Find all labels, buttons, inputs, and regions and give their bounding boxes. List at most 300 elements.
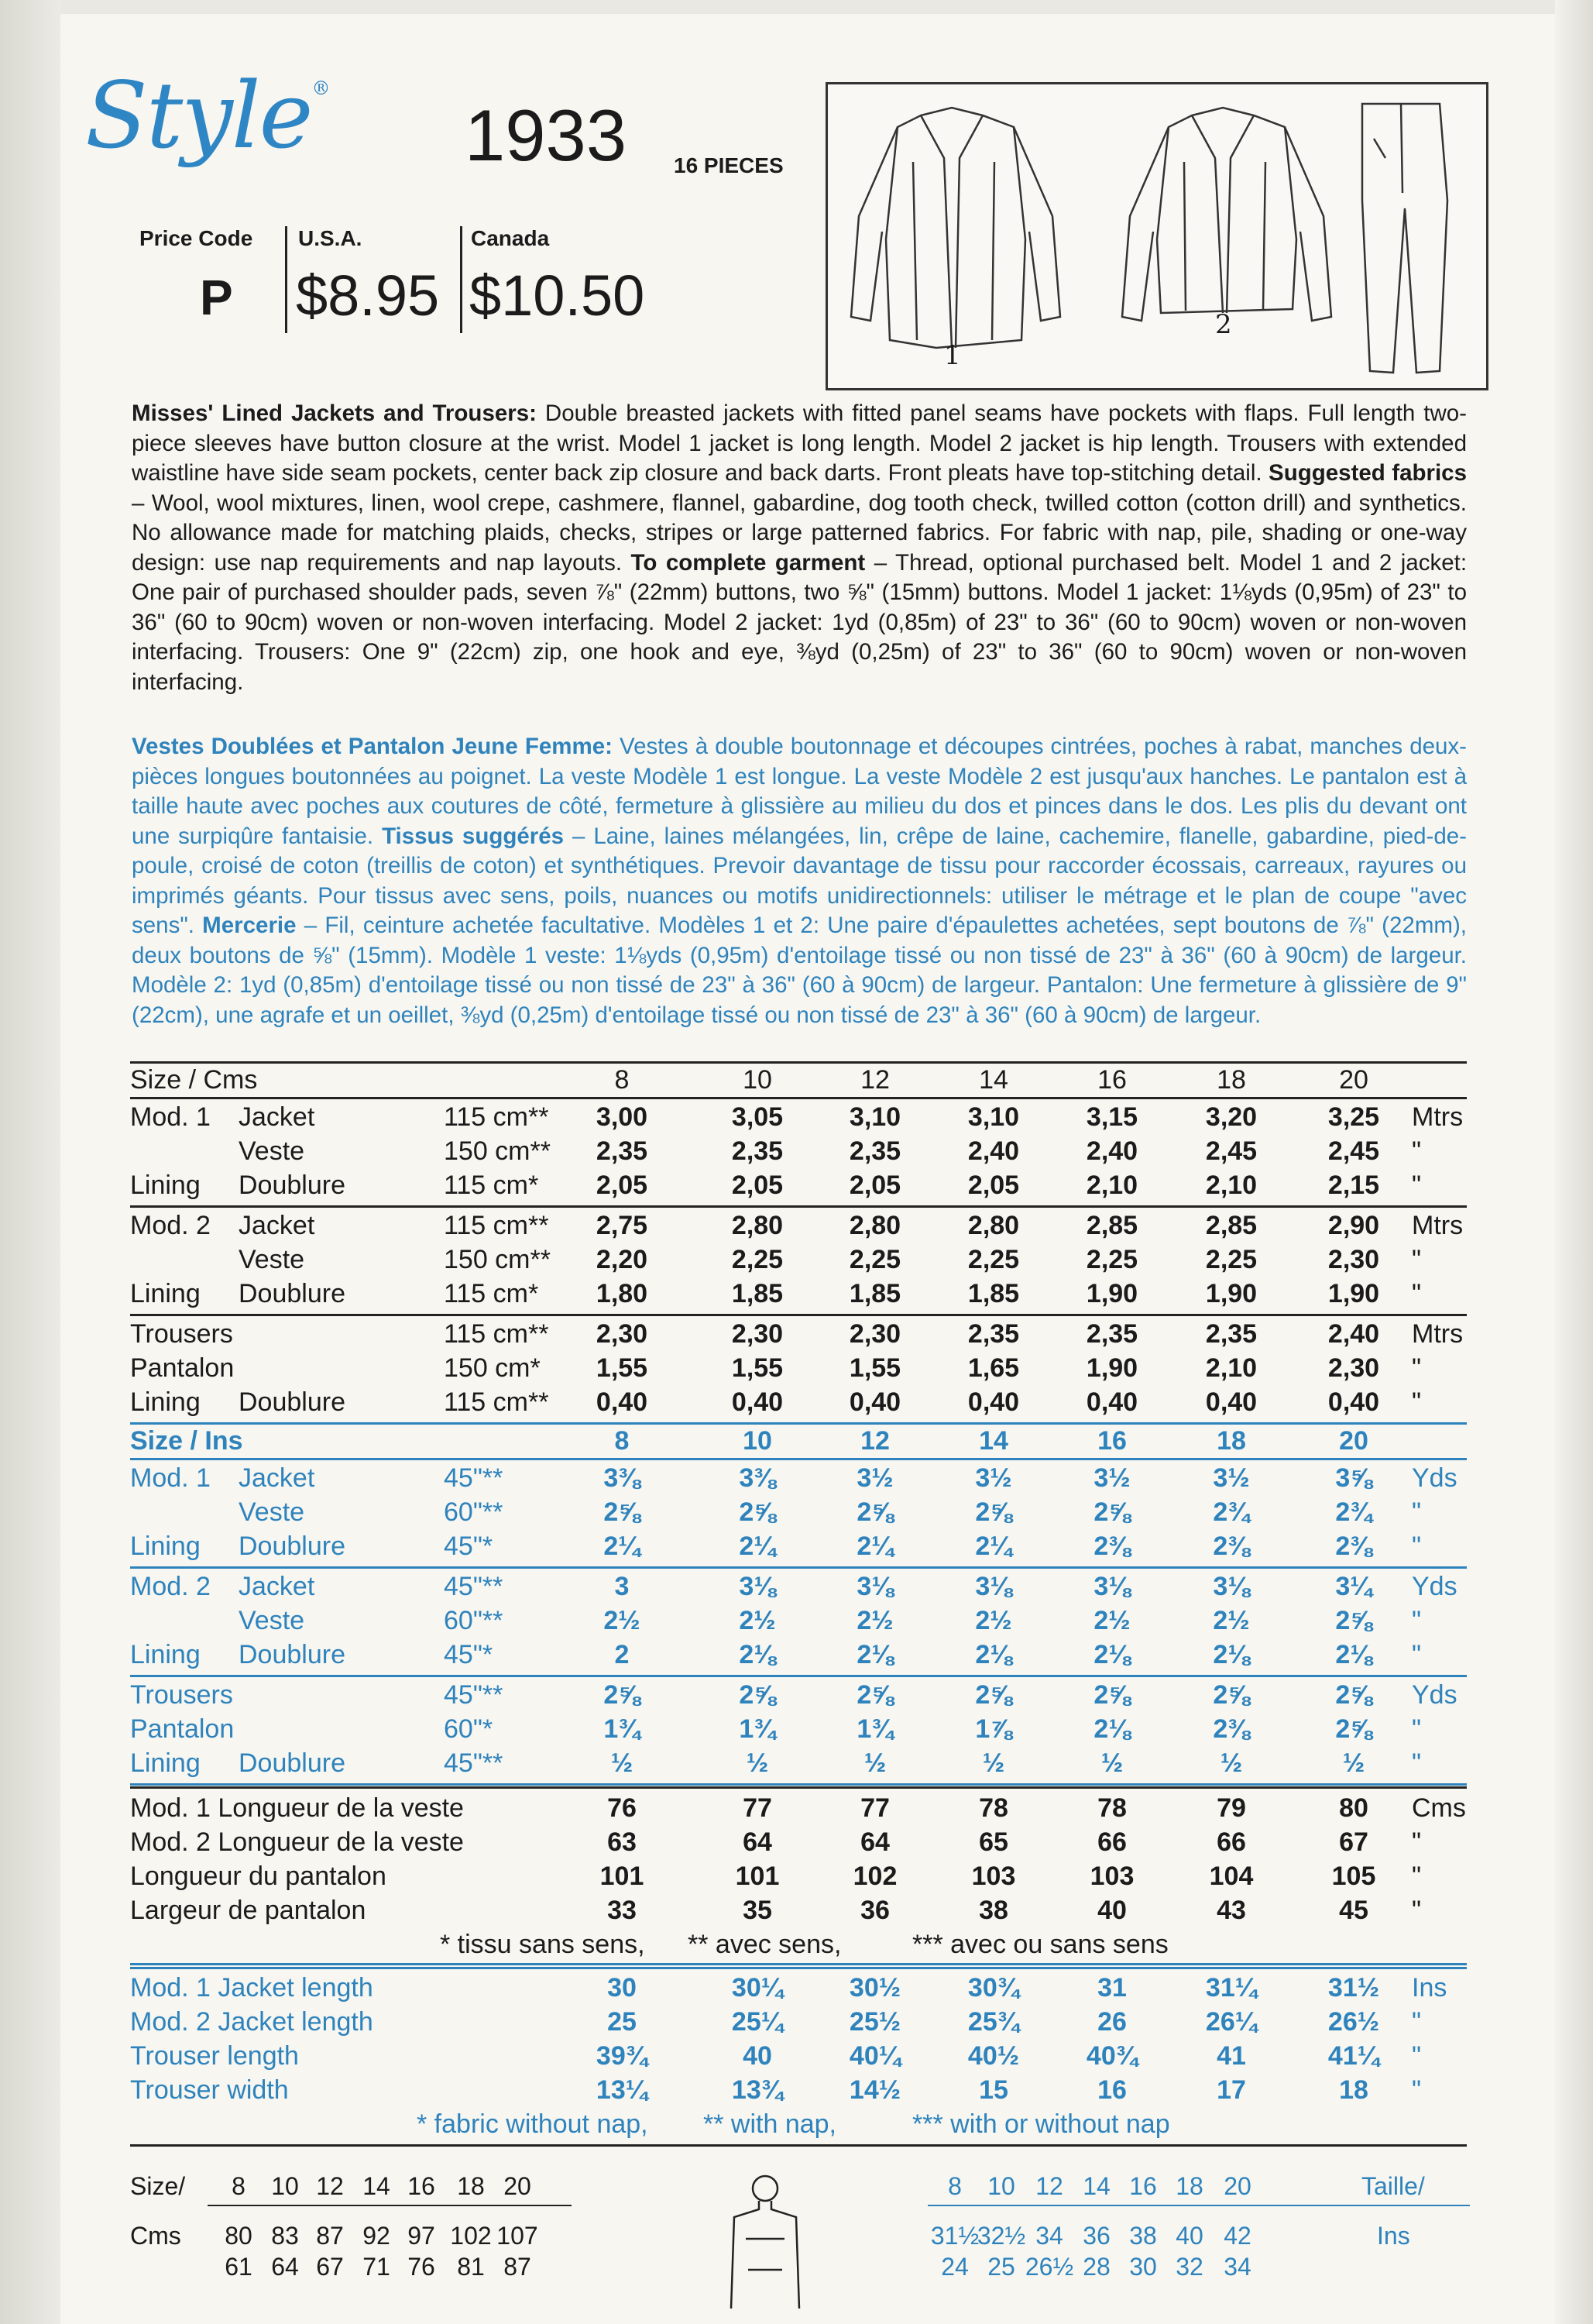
yardage-value: 2,25: [849, 1245, 901, 1274]
fabric-width: 45"**: [444, 1463, 503, 1493]
yardage-value: ½: [746, 1748, 769, 1778]
row-label: Veste: [239, 1497, 305, 1527]
unit: Yds: [1412, 1463, 1457, 1493]
unit: ": [1412, 1353, 1422, 1383]
yardage-value: ½: [610, 1748, 633, 1778]
row-label: Mod. 2: [130, 1211, 211, 1240]
measure-value: 25½: [849, 2007, 901, 2037]
pattern-number: 1933: [465, 95, 627, 176]
size-header: 18: [1217, 1065, 1246, 1095]
yardage-value: 2⅛: [1213, 1640, 1250, 1669]
english-title: Misses' Lined Jackets and Trousers:: [132, 401, 537, 426]
measure-value: 30½: [849, 1973, 901, 2003]
waist-in: 30: [1129, 2253, 1157, 2281]
piece-count: 16 PIECES: [674, 153, 784, 177]
row-label: Mod. 1: [130, 1463, 211, 1493]
yardage-value: 2⅛: [739, 1640, 776, 1669]
unit: ": [1412, 1497, 1422, 1527]
bust-in: 32½: [977, 2222, 1026, 2250]
yardage-value: 0,40: [1205, 1387, 1258, 1417]
bust-cm: 92: [362, 2222, 390, 2250]
yardage-value: 3⅝: [1335, 1463, 1372, 1493]
in-size: 16: [1129, 2172, 1157, 2200]
french-title: Vestes Doublées et Pantalon Jeune Femme:: [132, 734, 613, 759]
yardage-value: 2½: [975, 1606, 1012, 1635]
measure-value: 101: [599, 1862, 644, 1891]
yardage-value: 2,25: [731, 1245, 784, 1274]
yardage-value: 2½: [857, 1606, 894, 1635]
price-divider: [285, 226, 287, 333]
footnote: * tissu sans sens,: [440, 1930, 645, 1959]
price-divider: [460, 226, 462, 333]
yardage-value: 1,90: [1205, 1279, 1258, 1308]
measure-value: 41¼: [1327, 2041, 1380, 2071]
size-header: 18: [1217, 1426, 1246, 1456]
footnote: *** avec ou sans sens: [912, 1930, 1169, 1959]
yardage-value: 1,85: [849, 1279, 901, 1308]
yardage-value: 3½: [857, 1463, 894, 1493]
yardage-value: 2⅝: [1335, 1606, 1372, 1635]
canada-price: $10.50: [469, 263, 645, 328]
row-label: Veste: [239, 1606, 305, 1635]
measure-value: 104: [1209, 1862, 1254, 1891]
english-description: Misses' Lined Jackets and Trousers: Double breasted jackets with fitted panel seams have pockets with flaps. Full length two-piece sleeves have button closure at the wrist. Model 1 jacket is long length. Model 2 jacket is hip length. Trousers with extended waistline have side seam pockets, center back zip closure and back darts. Front pleats have top-stitching detail. Suggested fabrics – Wool, wool mixtures, linen, wool crepe, cashmere, flannel, gabardine, dog tooth check, twilled cotton (cotton drill) and synthetics. No allowance made for matching plaids, checks, stripes or large patterned fabrics. For fabric with nap, pile, shading or one-way design: use nap requirements and nap layouts. To complete garment – Thread, optional purchased belt. Model 1 and 2 jacket: One pair of purchased shoulder pads, seven ⅞" (22mm) buttons, two ⅝" (15mm) buttons. Model 1 jacket: 1⅛yds (0,95m) of 23" to 36" (60 to 90cm) woven or non-woven interfacing. Model 2 jacket: 1yd (0,85m) of 23" to 36" (60 to 90cm) woven or non-woven interfacing. Trousers: One 9" (22cm) zip, one hook and eye, ⅜yd (0,25m) of 23" to 36" (60 to 90cm) woven or non-woven interfacing.: [132, 401, 1468, 695]
waist-in: 24: [941, 2253, 969, 2281]
measure-value: 67: [1339, 1827, 1368, 1857]
measure-value: 65: [979, 1827, 1008, 1857]
measure-value: 77: [743, 1793, 772, 1823]
yardage-value: 1,90: [1327, 1279, 1380, 1308]
yardage-value: 1,55: [596, 1353, 648, 1383]
size-header: 20: [1339, 1426, 1368, 1456]
french-description: Vestes Doublées et Pantalon Jeune Femme: Vestes à double boutonnage et découpes cintrées, poches à rabat, manches deux-pièces longues boutonnées au poignet. La veste Modèle 1 est longue. La veste Modèle 2 est jusqu'aux hanches. Le pantalon est à taille haute avec poches aux coutures de côté, fermeture à glissière au milieu du dos et pinces dans le dos. Les plis du devant ont une surpiqûre fantaisie. Tissus suggérés – Laine, laines mélangées, lin, crêpe de laine, cachemire, flanelle, gabardine, pied-de-poule, croisé de coton (treillis de coton) et synthétiques. Prevoir davantage de tissu pour raccorder écossais, carreaux, rayures ou imprimés géants. Pour tissus avec sens, poils, nuances ou motifs unidirectionnels: utiliser le métrage et le plan de coupe "avec sens". Mercerie – Fil, ceinture achetée facultative. Modèles 1 et 2: Une paire d'épaulettes achetées, sept boutons de ⅞" (22mm), deux boutons de ⅝" (15mm). Modèle 1 veste: 1⅛yds (0,95m) d'entoilage tissé ou non tissé de 23" à 36" (60 à 90cm) de largeur. Modèle 2: 1yd (0,85m) d'entoilage tissé ou non tissé de 23" à 36" (60 à 90cm) de largeur. Pantalon: Une fermeture à glissière de 9" (22cm), une agrafe et un oeillet, ⅜yd (0,25m) d'entoilage tissé ou non tissé de 23" à 36" (60 à 90cm) de largeur.: [132, 734, 1467, 1028]
measure-value: 80: [1339, 1793, 1368, 1823]
measure-value: 103: [1090, 1862, 1135, 1891]
yardage-value: 3: [614, 1572, 630, 1601]
yardage-value: 2,25: [967, 1245, 1020, 1274]
fabric-width: 115 cm*: [444, 1279, 539, 1308]
measure-value: 40¾: [1086, 2041, 1138, 2071]
size-header: 14: [979, 1065, 1008, 1095]
canada-label: Canada: [471, 226, 550, 250]
in-size: 8: [948, 2172, 962, 2200]
yardage-value: ½: [1220, 1748, 1243, 1778]
yardage-value: 2⅝: [1093, 1497, 1131, 1527]
table-rule: [130, 1097, 1467, 1099]
size-header: 16: [1097, 1426, 1127, 1456]
measure-label: Largeur de pantalon: [130, 1896, 366, 1925]
fabric-width: 150 cm*: [444, 1353, 541, 1383]
yardage-value: 2,35: [596, 1136, 648, 1166]
row-label: Lining: [130, 1640, 201, 1669]
measure-value: 30: [607, 1973, 637, 2003]
row-label: Mod. 1: [130, 1102, 211, 1132]
ins-label: Ins: [1377, 2222, 1410, 2250]
measure-value: 38: [979, 1896, 1008, 1925]
envelope-edge-right: [1555, 0, 1593, 2324]
yardage-value: 2,30: [1327, 1245, 1380, 1274]
yardage-value: 2⅝: [975, 1497, 1012, 1527]
measure-value: 64: [743, 1827, 772, 1857]
row-label: Pantalon: [130, 1353, 235, 1383]
fabric-width: 150 cm**: [444, 1136, 551, 1166]
in-size: 14: [1083, 2172, 1111, 2200]
table-rule: [130, 1314, 1467, 1316]
unit: ": [1412, 1136, 1422, 1166]
size-header: 8: [614, 1065, 630, 1095]
row-label: Lining: [130, 1748, 201, 1778]
measure-value: 40: [743, 2041, 772, 2071]
yardage-value: 2: [614, 1640, 630, 1669]
measure-value: 78: [1097, 1793, 1127, 1823]
yardage-value: 0,40: [849, 1387, 901, 1417]
waist-cm: 61: [225, 2253, 252, 2281]
measure-value: 39¾: [596, 2041, 648, 2071]
unit: ": [1412, 1171, 1422, 1200]
yardage-value: 1,55: [849, 1353, 901, 1383]
waist-in: 25: [987, 2253, 1015, 2281]
yardage-value: 2¾: [1213, 1497, 1250, 1527]
yardage-value: 3½: [1213, 1463, 1250, 1493]
table-rule: [130, 1783, 1467, 1786]
yardage-value: 2,05: [967, 1171, 1020, 1200]
in-size: 10: [987, 2172, 1015, 2200]
measure-value: 40: [1097, 1896, 1127, 1925]
waist-in: 28: [1083, 2253, 1111, 2281]
ins-header: Size / Ins: [130, 1426, 243, 1456]
fabric-width: 60"*: [444, 1714, 493, 1744]
bust-cm: 80: [225, 2222, 252, 2250]
fabric-width: 150 cm**: [444, 1245, 551, 1274]
garment-illustration: [826, 82, 1488, 390]
fabric-width: 115 cm**: [444, 1319, 549, 1349]
yardage-value: 2,05: [731, 1171, 784, 1200]
yardage-value: 2⅝: [857, 1680, 894, 1710]
measure-value: 78: [979, 1793, 1008, 1823]
measure-label: Mod. 1 Jacket length: [130, 1973, 373, 2003]
measure-value: 31¼: [1205, 1973, 1258, 2003]
measure-value: 13¼: [596, 2075, 648, 2105]
yardage-value: 0,40: [1327, 1387, 1380, 1417]
yardage-value: 2,10: [1205, 1353, 1258, 1383]
yardage-value: 2⅝: [603, 1680, 640, 1710]
fabric-width: 45"**: [444, 1572, 503, 1601]
cm-size: 16: [407, 2172, 435, 2200]
yardage-value: 2,40: [1327, 1319, 1380, 1349]
in-size: 20: [1224, 2172, 1251, 2200]
measure-label: Mod. 2 Jacket length: [130, 2007, 373, 2037]
chart-rule: [208, 2205, 572, 2206]
yardage-value: 3⅛: [1093, 1572, 1131, 1601]
yardage-value: 2,75: [596, 1211, 648, 1240]
yardage-value: 2⅛: [975, 1640, 1012, 1669]
unit: ": [1412, 1532, 1422, 1561]
yardage-value: 3,10: [967, 1102, 1020, 1132]
waist-cm: 81: [457, 2253, 485, 2281]
measure-value: 40¼: [849, 2041, 901, 2071]
row-label: Doublure: [239, 1640, 345, 1669]
table-rule: [130, 1458, 1467, 1460]
yardage-value: 2⅜: [1335, 1532, 1372, 1561]
footnote: ** avec sens,: [688, 1930, 842, 1959]
unit: ": [1412, 1896, 1422, 1925]
body-measurement-chart: [130, 2169, 1467, 2316]
yardage-value: 1,85: [967, 1279, 1020, 1308]
yardage-value: 1¾: [857, 1714, 894, 1744]
measure-value: 25: [607, 2007, 637, 2037]
bust-cm: 83: [271, 2222, 299, 2250]
unit: ": [1412, 1640, 1422, 1669]
measure-label: Trouser width: [130, 2075, 289, 2105]
yardage-value: 2⅜: [1213, 1714, 1250, 1744]
fabric-width: 45"*: [444, 1532, 493, 1561]
yardage-table: [130, 1061, 1467, 2161]
measure-value: 31: [1097, 1973, 1127, 2003]
waist-cm: 71: [362, 2253, 390, 2281]
tissus-label: Tissus suggérés: [382, 823, 565, 849]
yardage-value: 3,20: [1205, 1102, 1258, 1132]
fabric-width: 115 cm*: [444, 1171, 539, 1200]
unit: Mtrs: [1412, 1211, 1464, 1240]
yardage-value: 3⅛: [975, 1572, 1012, 1601]
row-label: Lining: [130, 1387, 201, 1417]
yardage-value: ½: [863, 1748, 887, 1778]
row-label: Jacket: [239, 1102, 315, 1132]
unit: Yds: [1412, 1572, 1457, 1601]
bust-in: 34: [1035, 2222, 1063, 2250]
yardage-value: 0,40: [967, 1387, 1020, 1417]
measure-label: Mod. 2 Longueur de la veste: [130, 1827, 464, 1857]
yardage-value: 2¼: [739, 1532, 776, 1561]
table-rule: [130, 2144, 1467, 2147]
yardage-value: 2,45: [1327, 1136, 1380, 1166]
yardage-value: 0,40: [1086, 1387, 1138, 1417]
size-header: 14: [979, 1426, 1008, 1456]
unit: ": [1412, 1862, 1422, 1891]
yardage-value: 1,65: [967, 1353, 1020, 1383]
row-label: Jacket: [239, 1463, 315, 1493]
footnote: *** with or without nap: [912, 2109, 1170, 2139]
size-header: 16: [1097, 1065, 1127, 1095]
yardage-value: 2,15: [1327, 1171, 1380, 1200]
measure-value: 45: [1339, 1896, 1368, 1925]
measure-value: 63: [607, 1827, 637, 1857]
yardage-value: 3⅛: [1213, 1572, 1250, 1601]
cm-size: 20: [503, 2172, 531, 2200]
measure-value: 25¼: [731, 2007, 784, 2037]
yardage-value: 2,30: [731, 1319, 784, 1349]
fabric-width: 45"*: [444, 1640, 493, 1669]
fabric-width: 45"**: [444, 1748, 503, 1778]
yardage-value: 2,35: [967, 1319, 1020, 1349]
price-code: P: [200, 270, 233, 325]
yardage-value: 2,05: [596, 1171, 648, 1200]
row-label: Trousers: [130, 1680, 233, 1710]
yardage-value: 3⅜: [603, 1463, 640, 1493]
yardage-value: 2¾: [1335, 1497, 1372, 1527]
yardage-value: 1,90: [1086, 1353, 1138, 1383]
yardage-value: 2½: [1213, 1606, 1250, 1635]
size-header: 10: [743, 1065, 772, 1095]
yardage-value: 1,80: [596, 1279, 648, 1308]
yardage-value: 1,85: [731, 1279, 784, 1308]
bust-in: 38: [1129, 2222, 1157, 2250]
measure-value: 64: [860, 1827, 890, 1857]
yardage-value: 2⅝: [1335, 1714, 1372, 1744]
yardage-value: 2,40: [967, 1136, 1020, 1166]
unit: ": [1412, 1748, 1422, 1778]
unit: ": [1412, 2075, 1422, 2105]
waist-cm: 64: [271, 2253, 299, 2281]
yardage-value: 2⅛: [1335, 1640, 1372, 1669]
yardage-value: 2¼: [603, 1532, 640, 1561]
measure-label: Trouser length: [130, 2041, 299, 2071]
cms-header: Size / Cms: [130, 1065, 258, 1095]
usa-price: $8.95: [296, 263, 440, 328]
waist-in: 32: [1176, 2253, 1203, 2281]
unit: ": [1412, 2007, 1422, 2037]
fabric-width: 115 cm**: [444, 1102, 549, 1132]
yardage-value: 3⅛: [739, 1572, 776, 1601]
row-label: Lining: [130, 1171, 201, 1200]
bust-in: 42: [1224, 2222, 1251, 2250]
line-drawing: [828, 84, 1486, 388]
yardage-value: 0,40: [731, 1387, 784, 1417]
size-header: 8: [614, 1426, 630, 1456]
measure-value: 101: [735, 1862, 780, 1891]
waist-cm: 67: [316, 2253, 344, 2281]
unit: ": [1412, 2041, 1422, 2071]
row-label: Mod. 2: [130, 1572, 211, 1601]
size-header: 12: [860, 1065, 890, 1095]
chart-rule: [928, 2205, 1470, 2206]
size-label: Size/: [130, 2172, 186, 2200]
yardage-value: 2⅛: [1093, 1640, 1131, 1669]
yardage-value: 3⅜: [739, 1463, 776, 1493]
measure-value: 66: [1097, 1827, 1127, 1857]
yardage-value: 3⅛: [857, 1572, 894, 1601]
yardage-value: 2,85: [1205, 1211, 1258, 1240]
yardage-value: 2½: [1093, 1606, 1131, 1635]
row-label: Doublure: [239, 1279, 345, 1308]
waist-in: 26½: [1025, 2253, 1074, 2281]
unit: ": [1412, 1606, 1422, 1635]
measure-value: 35: [743, 1896, 772, 1925]
row-label: Jacket: [239, 1211, 315, 1240]
cm-size: 14: [362, 2172, 390, 2200]
measure-value: 16: [1097, 2075, 1127, 2105]
yardage-value: 2,80: [849, 1211, 901, 1240]
table-rule: [130, 1566, 1467, 1569]
fabric-width: 115 cm**: [444, 1211, 549, 1240]
measure-value: 14½: [849, 2075, 901, 2105]
cm-size: 18: [457, 2172, 485, 2200]
yardage-value: 2,25: [1086, 1245, 1138, 1274]
yardage-value: 3,25: [1327, 1102, 1380, 1132]
bust-in: 36: [1083, 2222, 1111, 2250]
measure-value: 102: [853, 1862, 898, 1891]
yardage-value: 2¼: [975, 1532, 1012, 1561]
bust-in: 31½: [930, 2222, 980, 2250]
cm-size: 12: [316, 2172, 344, 2200]
bust-cm: 97: [407, 2222, 435, 2250]
yardage-value: 3,05: [731, 1102, 784, 1132]
unit: ": [1412, 1387, 1422, 1417]
unit: ": [1412, 1827, 1422, 1857]
price-code-label: Price Code: [139, 226, 253, 250]
yardage-value: 2⅝: [975, 1680, 1012, 1710]
waist-cm: 87: [503, 2253, 531, 2281]
yardage-value: 2,30: [849, 1319, 901, 1349]
measure-value: 76: [607, 1793, 637, 1823]
yardage-value: 2,35: [1205, 1319, 1258, 1349]
size-header: 20: [1339, 1065, 1368, 1095]
bust-cm: 102: [450, 2222, 492, 2250]
yardage-value: 2⅛: [857, 1640, 894, 1669]
measure-value: 30¼: [731, 1973, 784, 2003]
yardage-value: 2,90: [1327, 1211, 1380, 1240]
measure-value: 105: [1331, 1862, 1376, 1891]
yardage-value: 3¼: [1335, 1572, 1372, 1601]
row-label: Trousers: [130, 1319, 233, 1349]
bust-cm: 87: [316, 2222, 344, 2250]
yardage-value: 2,10: [1086, 1171, 1138, 1200]
row-label: Doublure: [239, 1171, 345, 1200]
yardage-value: ½: [1342, 1748, 1365, 1778]
yardage-value: 1,55: [731, 1353, 784, 1383]
yardage-value: ½: [982, 1748, 1005, 1778]
yardage-value: 2⅝: [739, 1680, 776, 1710]
yardage-value: 2,30: [596, 1319, 648, 1349]
unit: ": [1412, 1245, 1422, 1274]
measure-label: Longueur du pantalon: [130, 1862, 386, 1891]
yardage-value: 0,40: [596, 1387, 648, 1417]
yardage-value: 2,30: [1327, 1353, 1380, 1383]
waist-in: 34: [1224, 2253, 1251, 2281]
in-size: 12: [1035, 2172, 1063, 2200]
yardage-value: 2⅝: [857, 1497, 894, 1527]
measure-value: 26: [1097, 2007, 1127, 2037]
measure-value: 15: [979, 2075, 1008, 2105]
cms-label: Cms: [130, 2222, 181, 2250]
row-label: Veste: [239, 1245, 305, 1274]
row-label: Doublure: [239, 1387, 345, 1417]
table-rule: [130, 1205, 1467, 1208]
footnote: * fabric without nap,: [417, 2109, 648, 2139]
suggested-fabrics-label: Suggested fabrics: [1269, 460, 1467, 486]
unit: ": [1412, 1279, 1422, 1308]
yardage-value: 2⅝: [1335, 1680, 1372, 1710]
measure-value: 79: [1217, 1793, 1246, 1823]
measure-value: 33: [607, 1896, 637, 1925]
table-rule: [130, 1963, 1467, 1965]
measure-value: 41: [1217, 2041, 1246, 2071]
yardage-value: 2⅝: [739, 1497, 776, 1527]
size-header: 12: [860, 1426, 890, 1456]
measure-value: 103: [971, 1862, 1016, 1891]
measure-value: 43: [1217, 1896, 1246, 1925]
measure-value: 25¾: [967, 2007, 1020, 2037]
unit: Mtrs: [1412, 1319, 1464, 1349]
cm-size: 10: [271, 2172, 299, 2200]
unit: Cms: [1412, 1793, 1466, 1823]
yardage-value: 2,40: [1086, 1136, 1138, 1166]
yardage-value: 2,80: [967, 1211, 1020, 1240]
measure-value: 77: [860, 1793, 890, 1823]
row-label: Jacket: [239, 1572, 315, 1601]
measure-value: 13¾: [731, 2075, 784, 2105]
body-figure-icon: [719, 2169, 812, 2316]
